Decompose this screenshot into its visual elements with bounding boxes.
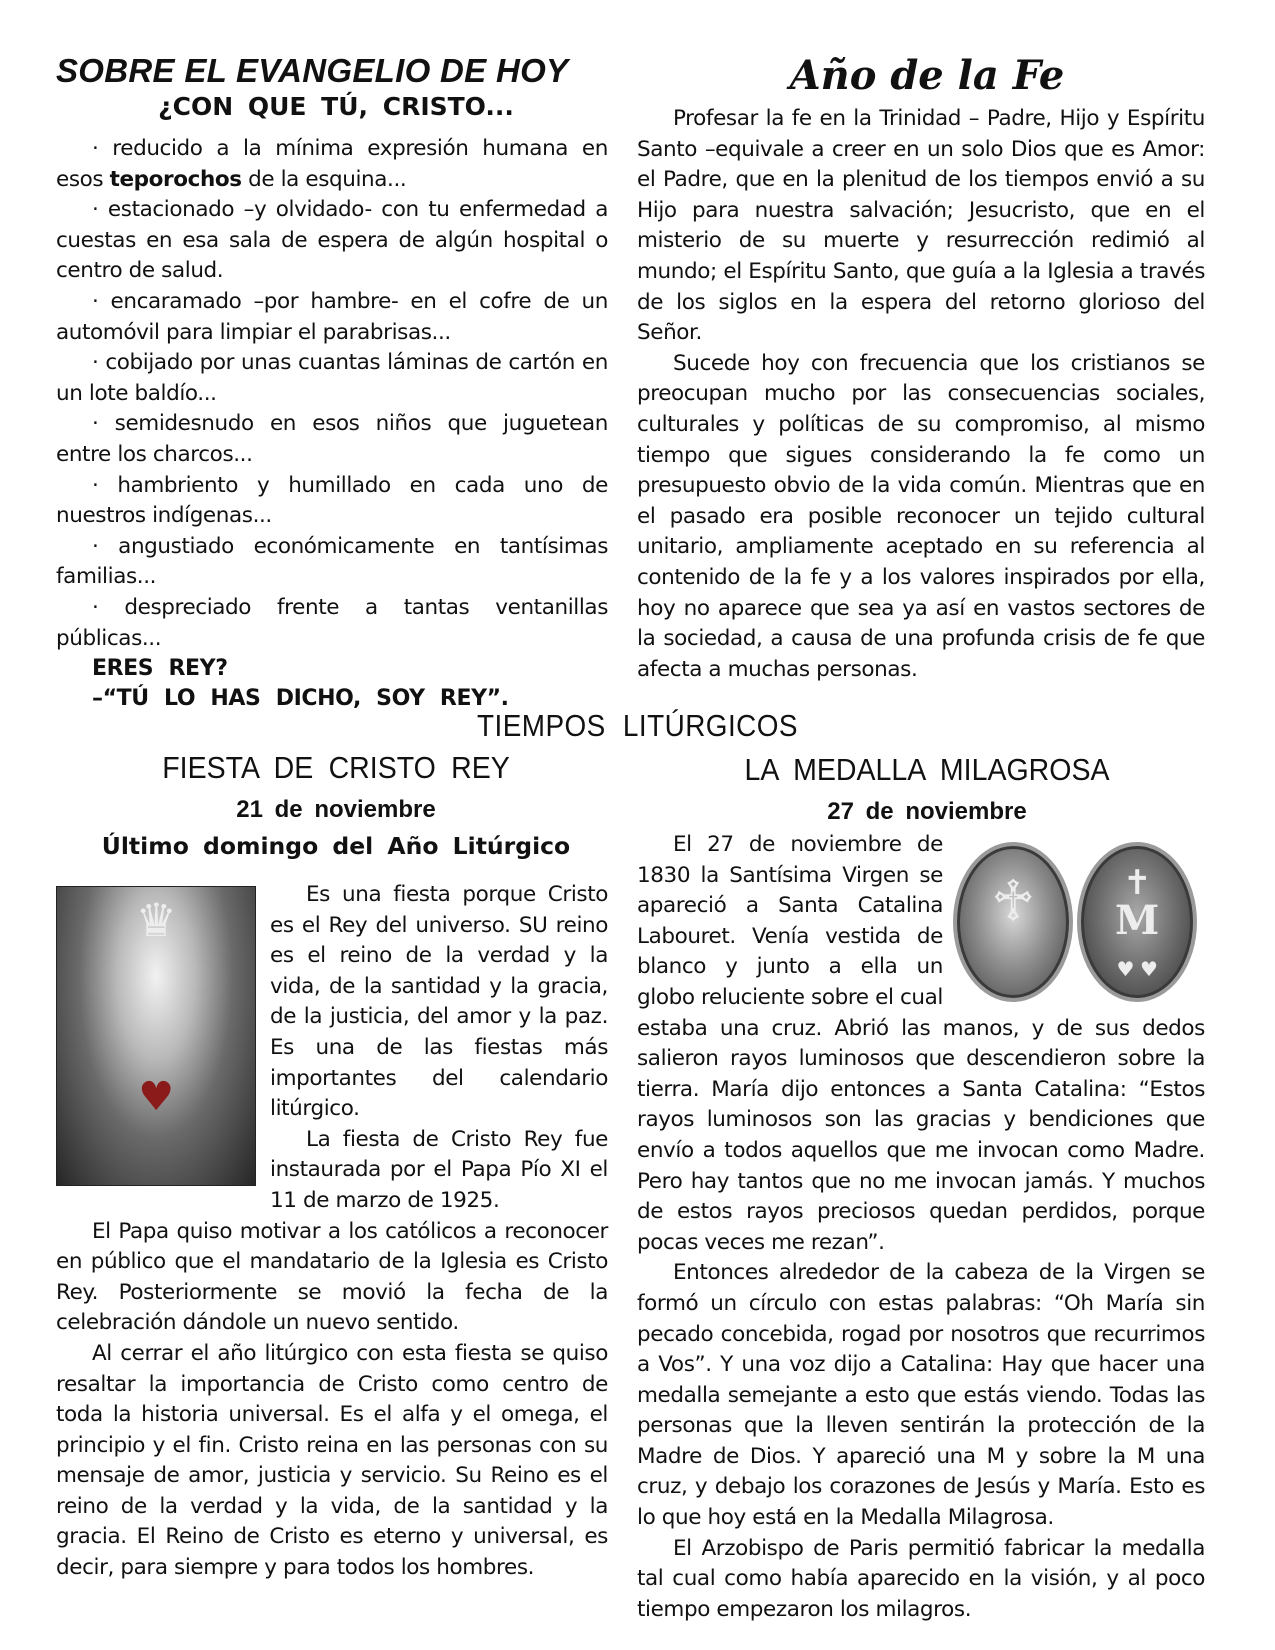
cross-icon: ✝ xyxy=(1122,863,1152,903)
medal-front xyxy=(953,842,1073,1002)
tiempos-title: TIEMPOS LITÚRGICOS xyxy=(477,708,798,743)
evangelio-item: · encaramado –por hambre- en el cofre de un automóvil para limpiar el parabrisas... xyxy=(56,288,608,345)
cristo-rey-paragraph: El Papa quiso motivar a los católicos a reconocer en público que el mandatario de la Iglesia es Cristo Rey. Posteriormente se movió la fecha de la celebración dándole un nuevo sentido. xyxy=(56,1218,608,1336)
medalla-paragraph: El Arzobispo de Paris permitió fabricar la medalla tal cual como había aparecido en la visión, y al poco tiempo empezaron los milagros. xyxy=(637,1535,1205,1622)
medalla-date: 27 de noviembre xyxy=(827,798,1027,825)
evangelio-item: · hambriento y humillado en cada uno de nuestros indígenas... xyxy=(56,472,608,529)
evangelio-item: · estacionado –y olvidado- con tu enfermedad a cuestas en esa sala de espera de algún hospital o centro de salud. xyxy=(56,197,608,284)
evangelio-item: · semidesnudo en esos niños que juguetean entre los charcos... xyxy=(56,411,608,467)
cristo-rey-title: FIESTA DE CRISTO REY xyxy=(162,750,510,785)
cristo-rey-subtitle: Último domingo del Año Litúrgico xyxy=(101,832,571,860)
crown-icon: ♛ xyxy=(135,893,177,947)
sacred-heart-icon: ♥ xyxy=(138,1074,174,1120)
teporochos-bold: teporochos xyxy=(109,166,242,192)
two-hearts-icon: ♥ ♥ xyxy=(1116,957,1158,981)
virgin-figure-icon: ♱ xyxy=(990,867,1035,935)
closing-answer: –“TÚ LO HAS DICHO, SOY REY”. xyxy=(92,686,509,712)
medalla-paragraph: Entonces alrededor de la cabeza de la Virgen se formó un círculo con estas palabras: “Oh María sin pecado concebida, rogad por nosotros que recurrimos a Vos”. Y una voz dijo a Catalina: Hay que hacer una medalla semejante a esto que estás viendo. Todas las personas que la lleven sentirán la protección de la Madre de Dios. Y apareció una M y sobre la M una cruz, y debajo los corazones de Jesús y María. Esto es lo que hoy está en la Medalla Milagrosa. xyxy=(637,1260,1205,1531)
evangelio-list xyxy=(56,134,608,714)
medalla-body xyxy=(637,830,1205,1625)
medalla-image xyxy=(953,834,1205,1004)
evangelio-subtitle: ¿CON QUE TÚ, CRISTO... xyxy=(158,92,514,121)
evangelio-item: · despreciado frente a tantas ventanillas públicas... xyxy=(56,594,608,651)
medal-back xyxy=(1077,842,1197,1002)
cristo-rey-paragraph: Al cerrar el año litúrgico con esta fiesta se quiso resaltar la importancia de Cristo como centro de toda la historia universal. Es el alfa y el omega, el principio y el fin. Cristo reina en las personas con su mensaje de amor, justicia y servicio. Su Reino es el reino de la verdad y la vida, de la santidad y la gracia. El Reino de Cristo es eterno y universal, es decir, para siempre y para todos los hombres. xyxy=(56,1340,608,1581)
evangelio-title: SOBRE EL EVANGELIO DE HOY xyxy=(56,52,569,89)
medalla-title: LA MEDALLA MILAGROSA xyxy=(744,752,1110,787)
cristo-rey-date: 21 de noviembre xyxy=(236,796,436,823)
evangelio-item: · reducido a la mínima expresión humana en esos teporochos de la esquina... xyxy=(56,136,608,192)
cristo-rey-paragraph: La fiesta de Cristo Rey fue instaurada por el Papa Pío XI el 11 de marzo de 1925. xyxy=(270,1126,608,1213)
evangelio-item: · angustiado económicamente en tantísimas familias... xyxy=(56,533,608,590)
cristo-rey-image xyxy=(56,886,256,1186)
cristo-rey-paragraph: Es una fiesta porque Cristo es el Rey del universo. SU reino es el reino de la verdad y la vida, de la santidad y la gracia, de la justicia, del amor y la paz. Es una de las fiestas más importantes del calendario litúrgico. xyxy=(270,882,608,1122)
anio-fe-body xyxy=(637,104,1205,685)
anio-fe-title: Año de la Fe xyxy=(789,52,1065,99)
closing-question: ERES REY? xyxy=(92,656,228,682)
anio-fe-paragraph: Sucede hoy con frecuencia que los cristianos se preocupan mucho por las consecuencias sociales, culturales y políticas de su compromiso, al mismo tiempo que sigues considerando la fe como un presupuesto obvio de la vida común. Mientras que en el pasado era posible reconocer un tejido cultural unitario, ampliamente aceptado en su referencia al contenido de la fe y a los valores inspirados por ella, hoy no aparece que sea ya así en vastos sectores de la sociedad, a causa de una profunda crisis de fe que afecta a muchas personas. xyxy=(637,350,1205,682)
evangelio-item: · cobijado por unas cuantas láminas de cartón en un lote baldío... xyxy=(56,350,608,406)
anio-fe-paragraph: Profesar la fe en la Trinidad – Padre, Hijo y Espíritu Santo –equivale a creer en un solo Dios que es Amor: el Padre, que en la plenitud de los tiempos envió a su Hijo para nuestra salvación; Jesucristo, que en el misterio de su muerte y resurrección redimió al mundo; el Espíritu Santo, que guía a la Iglesia a través de los siglos en la espera del retorno glorioso del Señor. xyxy=(637,106,1205,346)
m-monogram-icon: M xyxy=(1115,897,1159,944)
cristo-rey-body xyxy=(56,880,608,1584)
medalla-paragraph: El 27 de noviembre de 1830 la Santísima Virgen se apareció a Santa Catalina Labouret. Venía vestida de blanco y junto a ella un globo reluciente sobre el cual estaba una cruz. Abrió las manos, y de sus dedos salieron rayos luminosos que descendieron sobre la tierra. María dijo entonces a Santa Catalina: “Estos rayos luminosos son las gracias y bendiciones que envío a todos aquellos que me invocan como Madre. Pero hay tantos que no me invocan jamás. Y muchos de estos rayos preciosos quedan perdidos, porque pocas veces me rezan”. xyxy=(637,832,1205,1255)
